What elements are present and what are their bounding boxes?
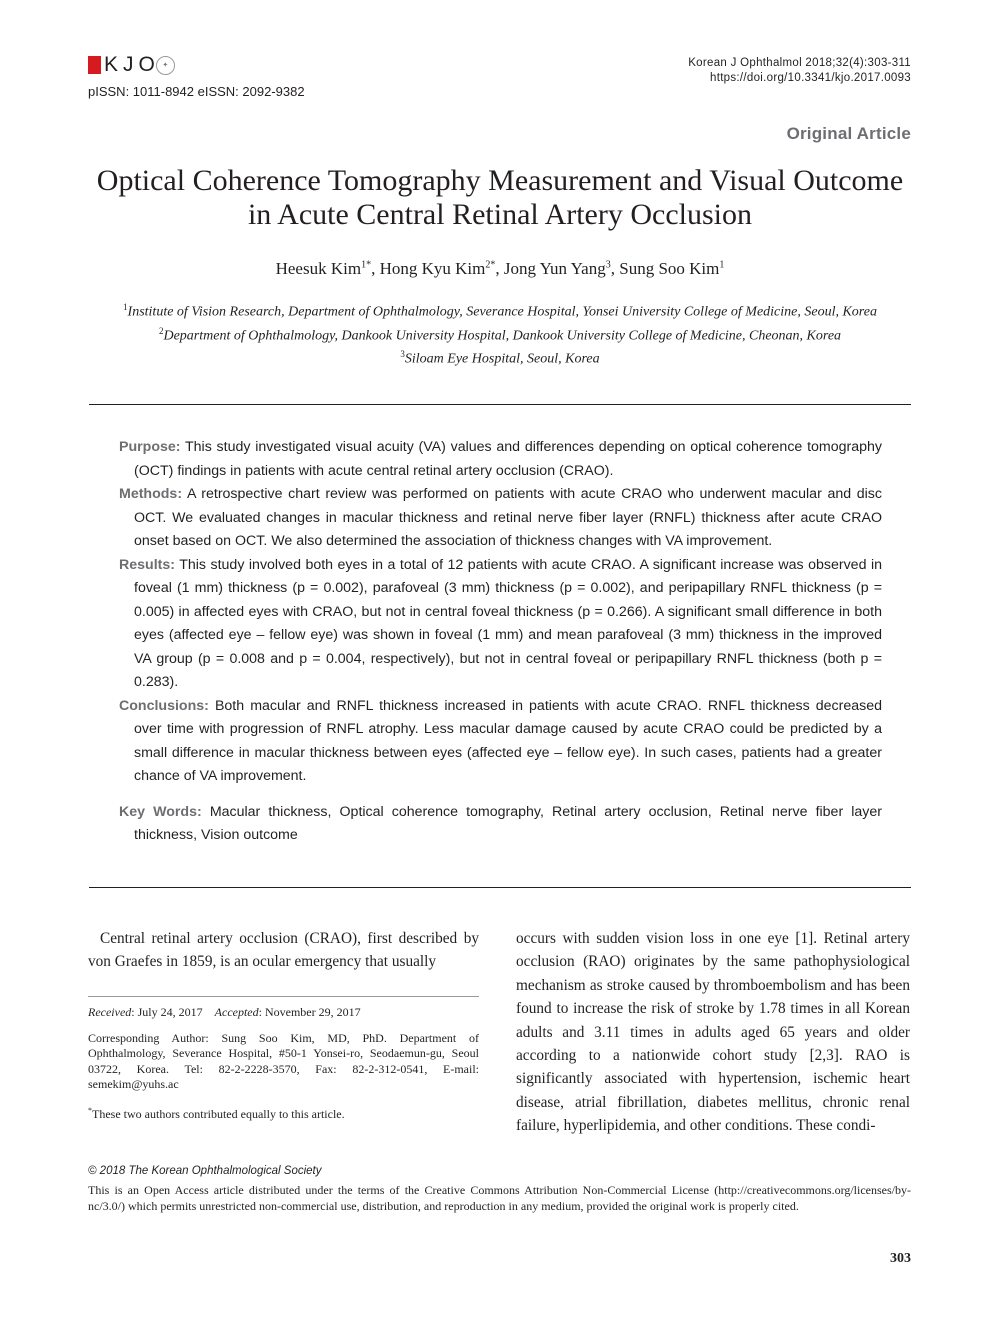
abstract-conclusions xyxy=(119,695,882,789)
abstract-label: Purpose: xyxy=(119,439,181,455)
abstract-text: Macular thickness, Optical coherence tomography, Retinal artery occlusion, Retinal nerve fiber layer thickness, Vision outcome xyxy=(134,803,882,843)
author-list: Heesuk Kim$^{1*}$, Hong Kyu Kim$^{2*}$, Jong Yun Yang$^3$, Sung Soo Kim$^1$ xyxy=(275,259,725,278)
affiliation-text: Siloam Eye Hospital, Seoul, Korea xyxy=(404,351,600,367)
copyright: © 2018 The Korean Ophthalmological Society xyxy=(88,1165,322,1177)
footnote-marker: * xyxy=(88,1105,92,1115)
received-date: July 24, 2017 xyxy=(137,1005,203,1019)
abstract-label: Results: xyxy=(119,556,175,573)
citation-journal: Korean J Ophthalmol 2018;32(4):303-311 xyxy=(688,57,911,69)
issn: pISSN: 1011-8942 eISSN: 2092-9382 xyxy=(88,84,305,99)
abstract-results xyxy=(119,554,882,695)
author-name: Jong Yun Yang xyxy=(503,259,606,278)
article-title xyxy=(60,164,940,232)
author-name: Heesuk Kim xyxy=(275,259,362,278)
equal-contribution-note xyxy=(88,1103,479,1123)
license-text: This is an Open Access article distributed under the terms of the Creative Commons Attribution Non-Commercial License (http://creativecommons.org/licenses/by-nc/3.0/) which permits unrestricted non-commercial use, distribution, and reproduction in any medium, provided the original work is properly cited. xyxy=(88,1183,911,1213)
abstract-label: Key Words: xyxy=(119,803,202,820)
author-sup: 2* xyxy=(485,259,496,271)
logo-red-block xyxy=(88,56,101,74)
abstract-keywords xyxy=(119,801,882,848)
affiliations xyxy=(60,298,940,369)
author-name: Hong Kyu Kim xyxy=(379,259,486,278)
affiliation-sup: 3 xyxy=(400,349,405,360)
article-type: Original Article xyxy=(786,124,911,143)
citation xyxy=(688,56,911,86)
logo-text: KJO xyxy=(104,53,160,76)
abstract-text: This study involved both eyes in a total of 12 patients with acute CRAO. A significant increase was observed in foveal (1 mm) thickness (p = 0.002), parafoveal (3 mm) thickness (p = 0.002), and peripapillary RNFL thickness (p = 0.005) in affected eyes with CRAO, but not in central foveal thickness (p = 0.266). A significant small difference in both eyes (affected eye – fellow eye) was shown in foveal (1 mm) and mean parafoveal (3 mm) thickness in the improved VA group (p = 0.008 and p = 0.004, respectively), but not in central foveal or peripapillary RNFL thickness (both p = 0.283). xyxy=(134,556,882,690)
affiliation-text: Institute of Vision Research, Department of Ophthalmology, Severance Hospital, Yonsei University College of Medicine, Seoul, Korea xyxy=(127,304,877,320)
abstract-label: Methods: xyxy=(119,486,183,502)
journal-logo xyxy=(88,54,175,76)
abstract-methods xyxy=(119,483,882,554)
dates-footnote: Received: July 24, 2017 Accepted: November 29, 2017 xyxy=(88,1005,361,1019)
abstract xyxy=(119,436,882,848)
footnote-rule xyxy=(88,996,479,997)
logo-seal-icon: ✦ xyxy=(156,56,175,75)
abstract-bottom-rule xyxy=(89,887,911,888)
title-line-2: in Acute Central Retinal Artery Occlusion xyxy=(247,198,753,231)
author-sup: 1 xyxy=(719,259,725,271)
accepted-date: November 29, 2017 xyxy=(264,1005,361,1019)
affiliation-item xyxy=(60,345,940,369)
page-number: 303 xyxy=(890,1251,911,1266)
abstract-text: This study investigated visual acuity (VA) values and differences depending on optical coherence tomography (OCT) findings in patients with acute central retinal artery occlusion (CRAO). xyxy=(134,439,882,479)
affiliation-item xyxy=(60,322,940,346)
affiliation-sup: 2 xyxy=(158,325,164,336)
abstract-text: Both macular and RNFL thickness increased in patients with acute CRAO. RNFL thickness decreased over time with progression of RNFL atrophy. Less macular damage caused by acute CRAO could be predicted by a small difference in macular thickness between eyes (affected eye – fellow eye). In such cases, patients had a greater chance of VA improvement. xyxy=(134,697,882,784)
author-sup: 1* xyxy=(361,259,372,271)
accepted-label: Accepted xyxy=(214,1005,259,1019)
citation-doi[interactable]: https://doi.org/10.3341/kjo.2017.0093 xyxy=(710,72,911,84)
footnotes xyxy=(88,1005,479,1132)
abstract-purpose xyxy=(119,436,882,483)
affiliation-item xyxy=(60,298,940,322)
title-line-1: Optical Coherence Tomography Measurement and Visual Outcome xyxy=(96,164,904,197)
affiliation-text: Department of Ophthalmology, Dankook University Hospital, Dankook University College of Medicine, Cheonan, Korea xyxy=(163,328,842,344)
affiliation-sup: 1 xyxy=(123,302,128,312)
author-name: Sung Soo Kim xyxy=(619,259,720,278)
equal-contribution-text: These two authors contributed equally to this article. xyxy=(92,1106,345,1121)
author-sup: 3 xyxy=(605,259,611,271)
abstract-label: Conclusions: xyxy=(119,697,209,714)
abstract-text: A retrospective chart review was performed on patients with acute CRAO who underwent macular and disc OCT. We evaluated changes in macular thickness and retinal nerve fiber layer (RNFL) thickness after acute CRAO onset based on OCT. We also determined the association of thickness changes with VA improvement. xyxy=(134,486,882,549)
received-label: Received xyxy=(88,1005,132,1019)
corresponding-author: Corresponding Author: Sung Soo Kim, MD, PhD. Department of Ophthalmology, Severance Hospital, #50-1 Yonsei-ro, Seodaemun-gu, Seoul 03722, Korea. Tel: 82-2-2228-3570, Fax: 82-2-312-0541, E-mail: semekim@yuhs.ac xyxy=(88,1030,479,1091)
abstract-top-rule xyxy=(89,404,911,405)
body-left-column: Central retinal artery occlusion (CRAO), first described by von Graefes in 1859, is an ocular emergency that usually xyxy=(88,930,479,971)
body-right-column: occurs with sudden vision loss in one eye [1]. Retinal artery occlusion (RAO) originates by the same pathophysiological mechanism as stroke caused by thromboembolism and has been found to increase the risk of stroke by 1.78 times in all Korean adults and 3.11 times in adults aged 65 years and older according to a nationwide cohort study [2,3]. RAO is significantly associated with hypertension, ischemic heart disease, atrial fibrillation, diabetes mellitus, chronic renal failure, hyperlipidemia, and other conditions. These condi- xyxy=(516,930,910,1135)
